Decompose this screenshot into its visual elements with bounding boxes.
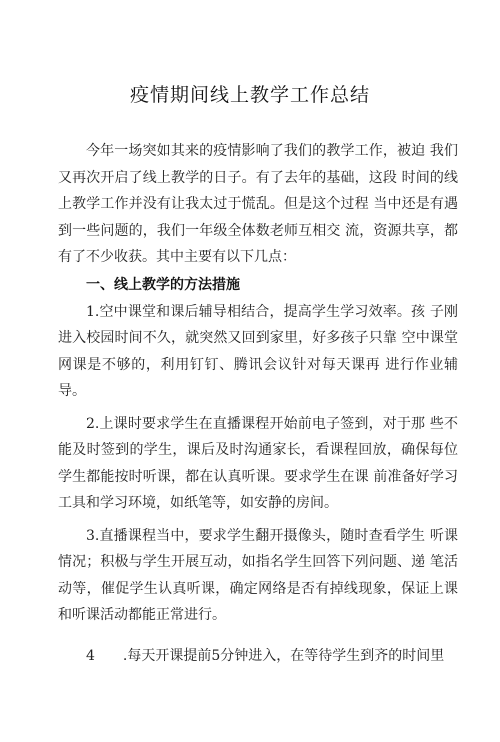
section-heading: 一、线上教学的方法措施: [86, 276, 240, 293]
list-item-3: 3.直播课程当中，要求学生翻开摄像头，随时查看学生 听课情况；积极与学生开展互动，如指名学生回答下列问题、递 笔活动等，催促学生认真听课，确定网络是否有掉线现象，保证上课和听课活动都能正常进行。: [58, 527, 458, 623]
list-item-1: 1.空中课堂和课后辅导相结合，提高学生学习效率。孩 子刚进入校园时间不久，就突然又回到家里，好多孩子只靠 空中课堂网课是不够的，利用钉钉、腾讯会议针对每天课再 进行作业辅导。: [58, 303, 458, 399]
document-body: [58, 138, 458, 669]
list-item-4: 4 .每天开课提前5分钟进入，在等待学生到齐的时间里: [86, 647, 445, 664]
intro-paragraph: 今年一场突如其来的疫情影响了我们的教学工作，被迫 我们又再次开启了线上教学的日子。有了去年的基础，这段 时间的线上教学工作并没有让我太过于慌乱。但是这个过程 当中还是有遇到一些问题的，我们一年级全体数老师互相交 流，资源共享，都有了不少收获。其中主要有以下几点：: [58, 143, 458, 265]
document-title: 疫情期间线上教学工作总结: [129, 84, 370, 106]
list-item-2: 2.上课时要求学生在直播课程开始前电子签到，对于那 些不能及时签到的学生，课后及时沟通家长，看课程回放，确保每位学生都能按时听课，都在认真听课。要求学生在课 前准备好学习工具和学习环境，如纸笔等，如安静的房间。: [58, 415, 458, 511]
